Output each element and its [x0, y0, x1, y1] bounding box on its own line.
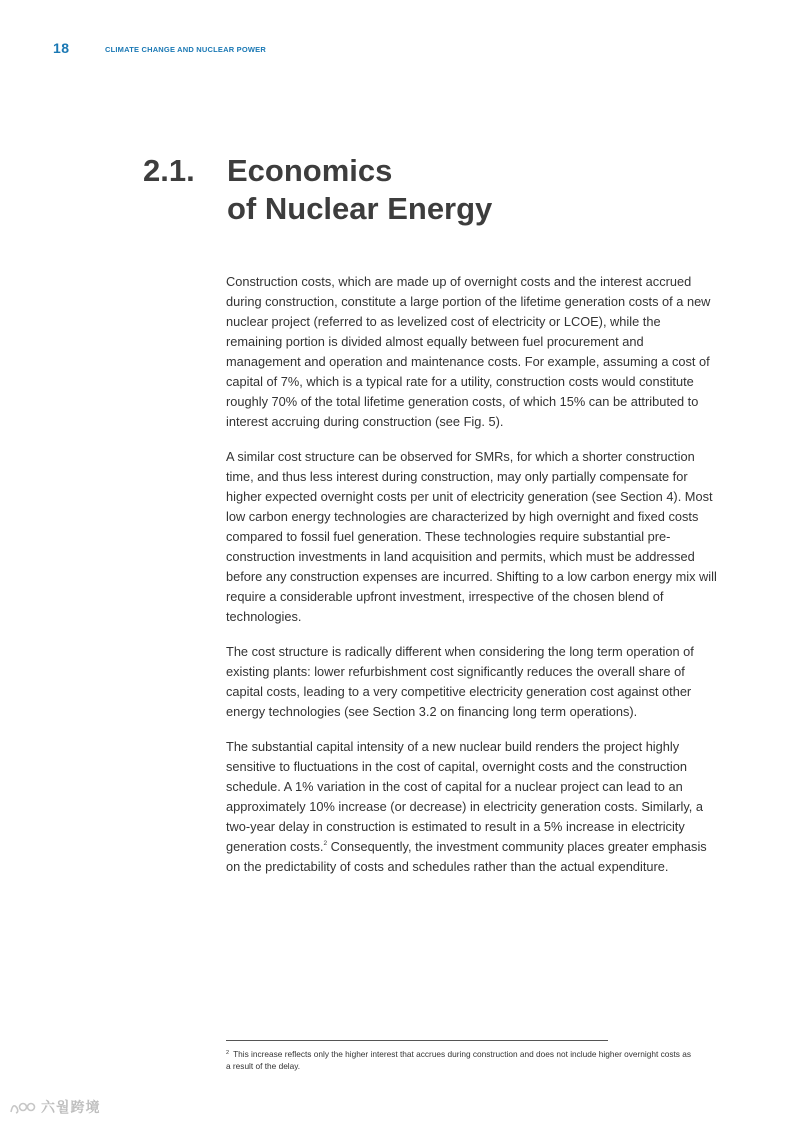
footnote-text: This increase reflects only the higher interest that accrues during construction and does not include higher overnight costs as a result of the delay. — [226, 1049, 692, 1071]
footnote-marker: 2 — [226, 1050, 230, 1056]
watermark-logo-icon — [8, 1098, 38, 1116]
section-title-line2: of Nuclear Energy — [227, 191, 493, 226]
section-number: 2.1. — [143, 153, 195, 188]
paragraph-3: The cost structure is radically different when considering the long term operation of existing plants: lower refurbishment cost significantly reduces the overall share of capital costs, leading to a very competitive electricity generation cost against other energy technologies (see Section 3.2 on financing long term operations). — [226, 644, 694, 719]
page-number: 18 — [53, 40, 70, 56]
section-title-line1: Economics — [227, 153, 393, 188]
paragraph-4-part2: Consequently, the investment community places greater emphasis on the predictability of costs and schedules rather than the actual expenditure. — [226, 839, 707, 874]
footnote — [226, 1048, 696, 1072]
footnote-reference: 2 — [323, 840, 328, 847]
footnote-divider — [226, 1040, 608, 1041]
paragraph-1: Construction costs, which are made up of overnight costs and the interest accrued during construction, constitute a large portion of the lifetime generation costs of a new nuclear project (referred to as levelized cost of electricity or LCOE), while the remaining portion is divided almost equally between fuel procurement and management and operation and maintenance costs. For example, assuming a cost of capital of 7%, which is a typical rate for a utility, construction costs would constitute roughly 70% of the total lifetime generation costs, of which 15% can be attributed to interest accruing during construction (see Fig. 5). — [226, 274, 711, 429]
body-text — [226, 272, 718, 892]
paragraph-2: A similar cost structure can be observed for SMRs, for which a shorter construction time, and thus less interest during construction, may only partially compensate for higher expected overnight costs per unit of electricity generation (see Section 4). Most low carbon energy technologies are characterized by high overnight and fixed costs compared to fossil fuel generation. These technologies require substantial pre-construction investments in land acquisition and permits, which must be addressed before any construction expenses are incurred. Shifting to a low carbon energy mix will require a considerable upfront investment, irrespective of the chosen blend of technologies. — [226, 449, 717, 624]
section-title — [227, 152, 492, 228]
running-title: CLIMATE CHANGE AND NUCLEAR POWER — [105, 45, 266, 54]
paragraph-4 — [226, 737, 718, 877]
paragraph-4-part1: The substantial capital intensity of a new nuclear build renders the project highly sensitive to fluctuations in the cost of capital, overnight costs and the construction schedule. A 1% variation in the cost of capital for a nuclear project can lead to an approximately 10% increase (or decrease) in electricity generation costs. Similarly, a two-year delay in construction is estimated to result in a 5% increase in electricity generation costs. — [226, 739, 704, 854]
watermark — [8, 1097, 101, 1117]
watermark-text: 六월跨境 — [41, 1099, 101, 1115]
